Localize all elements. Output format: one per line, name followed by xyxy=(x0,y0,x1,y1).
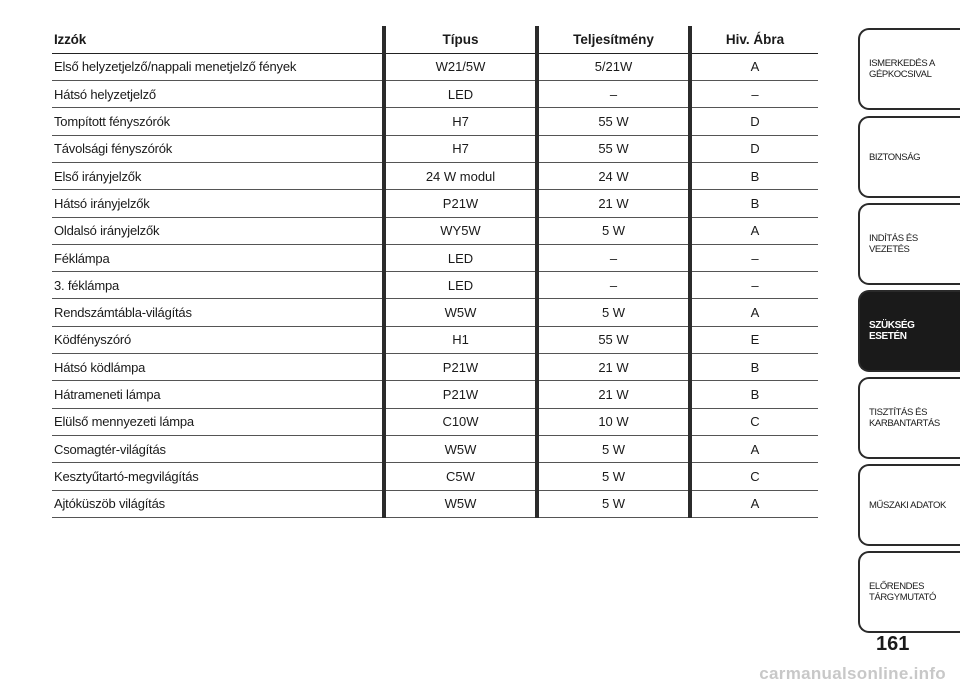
watermark: carmanualsonline.info xyxy=(759,664,946,683)
cell-type: C5W xyxy=(384,463,537,490)
header-power: Teljesítmény xyxy=(537,26,690,53)
cell-power: 21 W xyxy=(537,354,690,381)
cell-power: 21 W xyxy=(537,381,690,408)
table-row xyxy=(52,490,818,517)
table-row xyxy=(52,244,818,271)
table-row xyxy=(52,354,818,381)
cell-figure-ref: – xyxy=(690,272,818,299)
table-row xyxy=(52,381,818,408)
table-row xyxy=(52,435,818,462)
cell-bulb: Hátsó ködlámpa xyxy=(52,354,384,381)
cell-type: WY5W xyxy=(384,217,537,244)
cell-power: 5 W xyxy=(537,217,690,244)
cell-power: 55 W xyxy=(537,108,690,135)
cell-figure-ref: C xyxy=(690,463,818,490)
table-row xyxy=(52,299,818,326)
cell-figure-ref: B xyxy=(690,190,818,217)
cell-figure-ref: C xyxy=(690,408,818,435)
cell-bulb: Oldalsó irányjelzők xyxy=(52,217,384,244)
cell-power: – xyxy=(537,81,690,108)
bulb-table-body xyxy=(52,53,818,517)
cell-type: H7 xyxy=(384,108,537,135)
cell-type: P21W xyxy=(384,381,537,408)
cell-type: C10W xyxy=(384,408,537,435)
cell-bulb: Hátsó helyzetjelző xyxy=(52,81,384,108)
table-row xyxy=(52,108,818,135)
table-row xyxy=(52,135,818,162)
cell-type: P21W xyxy=(384,354,537,381)
table-row xyxy=(52,408,818,435)
table-row xyxy=(52,272,818,299)
chapter-tabs xyxy=(858,28,960,620)
page-number: 161 xyxy=(876,633,910,655)
chapter-tab-3[interactable] xyxy=(858,203,960,285)
cell-figure-ref: B xyxy=(690,354,818,381)
cell-power: 5 W xyxy=(537,490,690,517)
cell-figure-ref: B xyxy=(690,162,818,189)
table-row xyxy=(52,53,818,80)
cell-type: H1 xyxy=(384,326,537,353)
chapter-tab-label: ISMERKEDÉS A GÉPKOCSIVAL xyxy=(869,58,935,80)
cell-figure-ref: A xyxy=(690,53,818,80)
chapter-tab-2[interactable] xyxy=(858,116,960,198)
chapter-tab-7[interactable] xyxy=(858,551,960,633)
header-figure-ref: Hiv. Ábra xyxy=(690,26,818,53)
bulb-table xyxy=(52,26,818,518)
cell-bulb: 3. féklámpa xyxy=(52,272,384,299)
chapter-tab-label: ELŐRENDES TÁRGYMUTATÓ xyxy=(869,581,937,603)
cell-figure-ref: – xyxy=(690,244,818,271)
header-row xyxy=(52,26,818,53)
cell-bulb: Első irányjelzők xyxy=(52,162,384,189)
table-row xyxy=(52,217,818,244)
cell-bulb: Elülső mennyezeti lámpa xyxy=(52,408,384,435)
cell-power: 55 W xyxy=(537,326,690,353)
table-row xyxy=(52,326,818,353)
cell-bulb: Csomagtér-világítás xyxy=(52,435,384,462)
cell-figure-ref: B xyxy=(690,381,818,408)
table-row xyxy=(52,162,818,189)
cell-bulb: Tompított fényszórók xyxy=(52,108,384,135)
cell-bulb: Féklámpa xyxy=(52,244,384,271)
header-bulb: Izzók xyxy=(52,26,384,53)
cell-figure-ref: A xyxy=(690,217,818,244)
header-type: Típus xyxy=(384,26,537,53)
chapter-tab-label: SZÜKSÉG ESETÉN xyxy=(869,320,915,342)
cell-figure-ref: A xyxy=(690,299,818,326)
chapter-tab-5[interactable] xyxy=(858,377,960,459)
table-row xyxy=(52,81,818,108)
chapter-tab-label: BIZTONSÁG xyxy=(869,151,921,163)
cell-figure-ref: A xyxy=(690,435,818,462)
chapter-tab-label: MŰSZAKI ADATOK xyxy=(869,499,946,511)
cell-power: – xyxy=(537,244,690,271)
cell-figure-ref: A xyxy=(690,490,818,517)
cell-bulb: Ködfényszóró xyxy=(52,326,384,353)
cell-bulb: Első helyzetjelző/nappali menetjelző fények xyxy=(52,53,384,80)
cell-type: LED xyxy=(384,81,537,108)
cell-bulb: Kesztyűtartó-megvilágítás xyxy=(52,463,384,490)
chapter-tab-1[interactable] xyxy=(858,28,960,110)
cell-figure-ref: D xyxy=(690,135,818,162)
cell-power: 5 W xyxy=(537,463,690,490)
cell-bulb: Hátrameneti lámpa xyxy=(52,381,384,408)
chapter-tab-6[interactable] xyxy=(858,464,960,546)
cell-figure-ref: D xyxy=(690,108,818,135)
cell-type: 24 W modul xyxy=(384,162,537,189)
chapter-tab-label: INDÍTÁS ÉS VEZETÉS xyxy=(869,233,918,255)
cell-power: 21 W xyxy=(537,190,690,217)
cell-type: W5W xyxy=(384,299,537,326)
table-row xyxy=(52,190,818,217)
cell-type: LED xyxy=(384,272,537,299)
cell-power: 10 W xyxy=(537,408,690,435)
cell-bulb: Ajtóküszöb világítás xyxy=(52,490,384,517)
bulb-table-header xyxy=(52,26,818,53)
chapter-tab-label: TISZTÍTÁS ÉS KARBANTARTÁS xyxy=(869,407,940,429)
cell-power: 55 W xyxy=(537,135,690,162)
cell-type: W5W xyxy=(384,490,537,517)
cell-bulb: Hátsó irányjelzők xyxy=(52,190,384,217)
cell-type: H7 xyxy=(384,135,537,162)
cell-figure-ref: E xyxy=(690,326,818,353)
cell-power: 5/21W xyxy=(537,53,690,80)
cell-figure-ref: – xyxy=(690,81,818,108)
cell-power: 24 W xyxy=(537,162,690,189)
cell-type: W21/5W xyxy=(384,53,537,80)
cell-power: 5 W xyxy=(537,299,690,326)
chapter-tab-4[interactable] xyxy=(858,290,960,372)
cell-type: W5W xyxy=(384,435,537,462)
cell-type: LED xyxy=(384,244,537,271)
cell-bulb: Távolsági fényszórók xyxy=(52,135,384,162)
cell-power: 5 W xyxy=(537,435,690,462)
cell-bulb: Rendszámtábla-világítás xyxy=(52,299,384,326)
table-row xyxy=(52,463,818,490)
cell-power: – xyxy=(537,272,690,299)
cell-type: P21W xyxy=(384,190,537,217)
